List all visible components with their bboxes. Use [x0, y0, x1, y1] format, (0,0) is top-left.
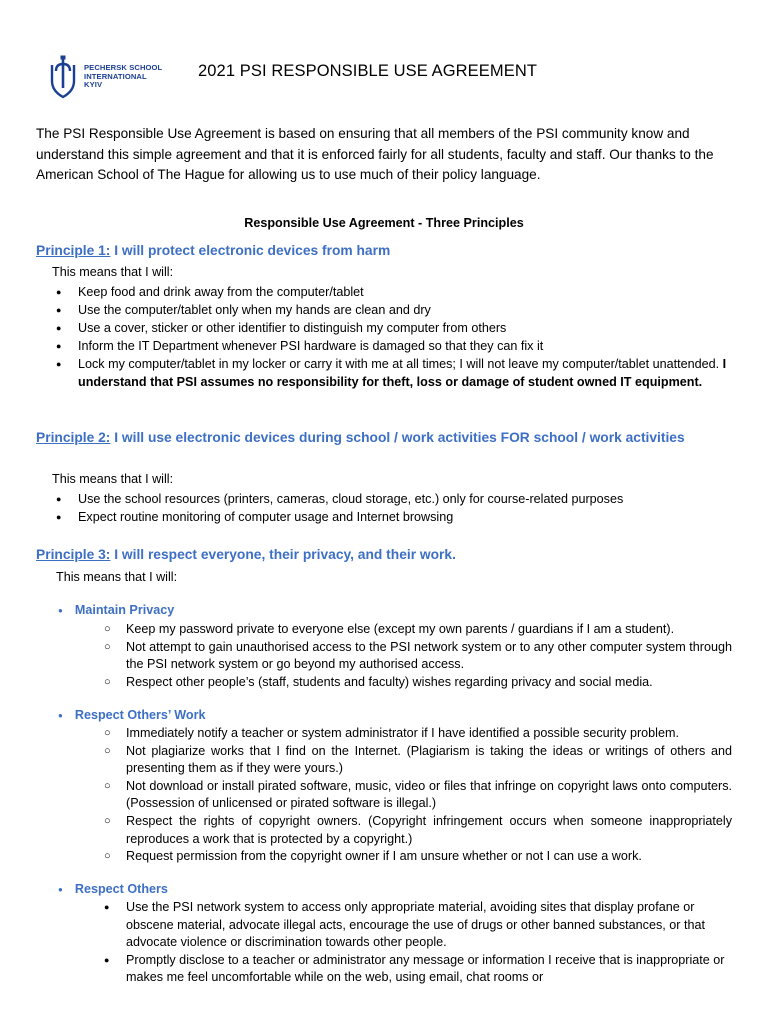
logo-line-2: INTERNATIONAL	[84, 71, 147, 81]
list-item: ● Use a cover, sticker or other identifier to distinguish my computer from others	[52, 319, 732, 337]
list-item: ● Keep food and drink away from the computer/tablet	[52, 283, 732, 301]
respect-work-list	[104, 725, 732, 866]
school-logo	[50, 54, 180, 100]
liability-notice: I understand that PSI assumes no responsibility for theft, loss or damage of student owned IT equipment.	[78, 357, 727, 389]
list-item: ● Promptly disclose to a teacher or administrator any message or information I receive that is inappropriate or makes me feel uncomfortable while on the web, using email, chat rooms or	[104, 952, 740, 987]
principle-2-heading	[36, 427, 736, 449]
respect-others-label: Respect Others	[74, 882, 168, 896]
list-item: ● Use the computer/tablet only when my hands are clean and dry	[52, 301, 732, 319]
respect-work-heading: ● Respect Others’ Work	[58, 708, 206, 722]
list-item: ● Use the PSI network system to access only appropriate material, avoiding sites that display profane or obscene material, advocate illegal acts, encourage the use of drugs or other banned substances, or that advocate violence or discrimination towards other people.	[104, 899, 740, 952]
list-item-text: Lock my computer/tablet in my locker or carry it with me at all times; I will not leave my computer/tablet unattended.	[78, 357, 723, 371]
shield-logo-icon	[50, 55, 76, 99]
list-item: ○ Respect other people’s (staff, students and faculty) wishes regarding privacy and social media.	[104, 674, 732, 692]
logo-line-3: KYIV	[84, 80, 103, 90]
respect-work-label: Respect Others’ Work	[74, 708, 206, 722]
list-item: ○ Not plagiarize works that I find on the Internet. (Plagiarism is taking the ideas or writings of others and presenting them as if they were yours.)	[104, 743, 732, 778]
principle-2-text: I will use electronic devices during school / work activities FOR school / work activities	[110, 430, 685, 445]
principle-2-label: Principle 2:	[36, 430, 111, 445]
list-item: ● Expect routine monitoring of computer usage and Internet browsing	[52, 508, 732, 526]
list-item: ○ Immediately notify a teacher or system administrator if I have identified a possible security problem.	[104, 725, 732, 743]
section-title: Responsible Use Agreement - Three Principles	[244, 216, 524, 230]
principle-3-label: Principle 3:	[36, 547, 111, 562]
principle-3-text: I will respect everyone, their privacy, and their work.	[110, 547, 456, 562]
intro-paragraph: The PSI Responsible Use Agreement is based on ensuring that all members of the PSI community know and understand this simple agreement and that it is enforced fairly for all students, faculty and staff. Our thanks to the American School of The Hague for allowing us to use much of their policy language.	[36, 126, 714, 182]
principle-1-heading	[36, 240, 736, 262]
principle-3-means: This means that I will:	[56, 570, 178, 584]
list-item: ○ Keep my password private to everyone else (except my own parents / guardians if I am a student).	[104, 621, 732, 639]
maintain-privacy-label: Maintain Privacy	[74, 603, 175, 617]
logo-wordmark	[84, 64, 162, 89]
list-item: ● Inform the IT Department whenever PSI hardware is damaged so that they can fix it	[52, 337, 732, 355]
respect-others-heading: ● Respect Others	[58, 882, 168, 896]
respect-others-list	[104, 899, 740, 987]
logo-line-1: PECHERSK SCHOOL	[84, 63, 163, 73]
principle-1-text: I will protect electronic devices from harm	[110, 243, 391, 258]
maintain-privacy-heading: ● Maintain Privacy	[58, 603, 175, 617]
list-item: ○ Not attempt to gain unauthorised access to the PSI network system or to any other computer system through the PSI network system or go beyond my authorised access.	[104, 639, 732, 674]
list-item	[52, 355, 732, 391]
document-title: 2021 PSI RESPONSIBLE USE AGREEMENT	[198, 62, 538, 80]
principle-1-label: Principle 1:	[36, 243, 111, 258]
principle-2-list	[52, 490, 732, 526]
principle-3-heading	[36, 544, 736, 566]
list-item: ○ Request permission from the copyright owner if I am unsure whether or not I can use a work.	[104, 848, 732, 866]
principle-1-list	[52, 283, 732, 391]
list-item: ○ Respect the rights of copyright owners. (Copyright infringement occurs when someone inappropriately reproduces a work that is protected by a copyright.)	[104, 813, 732, 848]
list-item: ○ Not download or install pirated software, music, video or files that infringe on copyright laws onto computers. (Possession of unlicensed or pirated software is illegal.)	[104, 778, 732, 813]
list-item: ● Use the school resources (printers, cameras, cloud storage, etc.) only for course-related purposes	[52, 490, 732, 508]
maintain-privacy-list	[104, 621, 732, 691]
principle-1-means: This means that I will:	[52, 265, 174, 279]
principle-2-means: This means that I will:	[52, 472, 174, 486]
